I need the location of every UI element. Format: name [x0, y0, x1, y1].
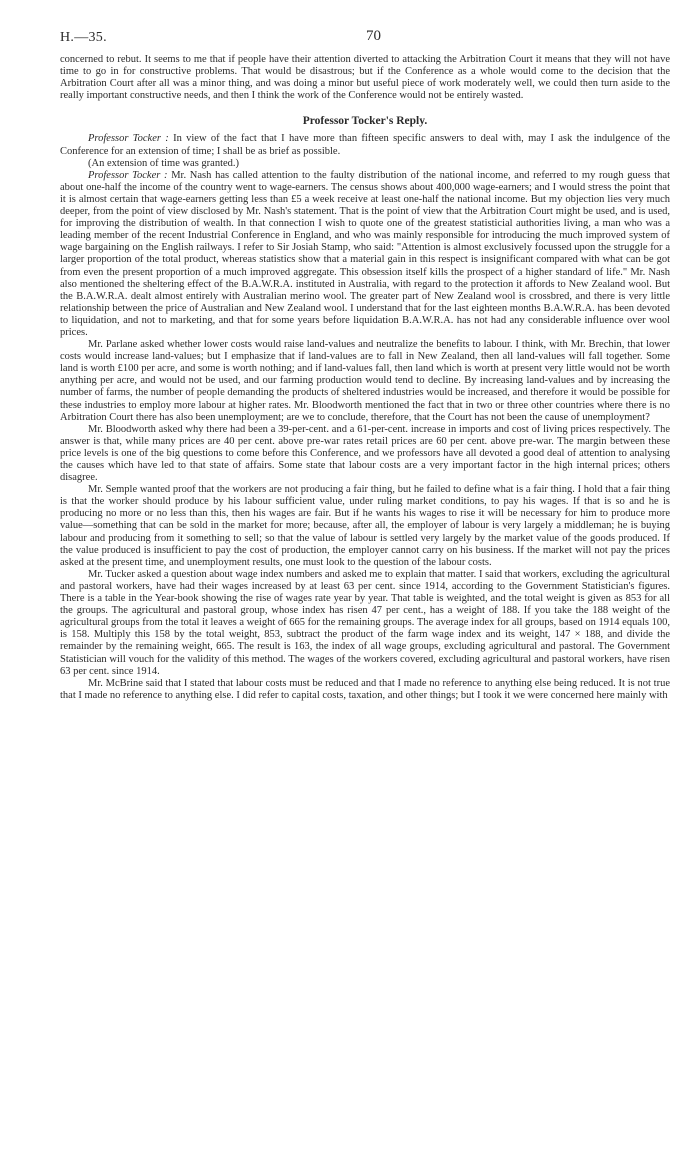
paragraph-text: In view of the fact that I have more than fifteen specific answers to deal with, may I ask the indulgence of the Conference for an extension of time; I shall be as brief as possible.: [60, 133, 670, 157]
section-heading: Professor Tocker's Reply.: [302, 115, 428, 128]
procedural-note: (An extension of time was granted.): [88, 157, 240, 169]
speaker-name: Professor Tocker :: [88, 133, 169, 145]
continued-paragraph: concerned to rebut. It seems to me that if people have their attention diverted to attacking the Arbitration Court it means that they will not have time to go in for constructive problems. That would be disastrous; but if the Conference as a whole would come to the decision that the Arbitration Court after all was a minor thing, and was doing a minor but useful piece of work moderately well, we could then turn aside to the really important constructive needs, and then I think the work of the Conference would not be entirely wasted.: [60, 54, 670, 102]
page-header: [60, 24, 670, 54]
paragraph-mcbrine: Mr. McBrine said that I stated that labour costs must be reduced and that I made no reference to anything else being reduced. It is not true that I made no reference to anything else. I did refer to capital costs, taxation, and other things; but I took it we were concerned here mainly with: [60, 677, 670, 701]
paragraph-parlane: Mr. Parlane asked whether lower costs would raise land-values and neutralize the benefits to labour. I think, with Mr. Brechin, that lower costs would increase land-values; but I emphasize that if land-values are to fall in New Zealand, then all land-values will fall together. Some land is worth £100 per acre, and some is worth nothing; and if land-values fall, then land which is worth at present very little would not be worth anything per acre, and would not be used, and our farming production would tend to decline. By increasing land-values and by increasing the number of farms, the number of people demanding the products of sheltered industries would be increased, and therefore it would be possible for these industries to employ more labour at higher rates. Mr. Bloodworth mentioned the fact that in two or three other countries where there is no Arbitration Court there has also been unemployment; are we to conclude, therefore, that the Court has not been the cause of unemployment?: [60, 339, 670, 423]
paragraph-bloodworth: Mr. Bloodworth asked why there had been a 39-per-cent. and a 61-per-cent. increase in imports and cost of living prices respectively. The answer is that, while many prices are 40 per cent. above pre-war rates retail prices are 60 per cent. above pre-war. The margin between these price levels is one of the big questions to come before this Conference, and we professors have all devoted a good deal of attention to analysing the causes which have led to that state of affairs. Some state that labour costs are a very important factor in the high internal prices; others disagree.: [60, 423, 670, 484]
paragraph-tocker-reply: [60, 170, 670, 339]
paragraph-semple: Mr. Semple wanted proof that the workers are not producing a fair thing, but he failed to define what is a fair thing. I hold that a fair thing is that the worker should produce by his labour sufficient value, under ruling market conditions, to pay his wages. If that is so and he is producing no more or no less than this, then his wages are fair. But if he wants his wages to rise it will be necessary for him to produce more value—something that can be sold in the market for more; because, after all, the employer of labour is very largely a middleman; he is buying labour and producing from it something to sell; so that the value of labour is settled very largely by the market value of the goods produced. If the value produced is insufficient to pay the cost of production, the employer cannot carry on his business. If the market will not pay the prices asked at the present time, and unemployment results, one must look to the question of the labour costs.: [60, 484, 670, 568]
page-number: 70: [366, 28, 381, 44]
paragraph-text: Mr. Nash has called attention to the faulty distribution of the national income, and referred to my rough guess that about one-half the income of the country went to wage-earners. The census shows about 400,000 wage-earners; and I would stress the point that it is almost certain that wage-earners getting less than £5 a week receive at least one-half the national income. But my objection lies very much deeper, from the point of view disclosed by Mr. Nash's statement. That is the point of view that the Arbitration Court might be used, and is used, for improving the distribution of wealth. In that connection I wish to quote one of the greatest statisticial authorities living, a man who was a leading member of the recent Industrial Conference in England, and who was mainly responsible for introducing the much improved system of wage bargaining on the English railways. I refer to Sir Josiah Stamp, who said: "Attention is almost exclusively focussed upon the struggle for a larger proportion of the total product, whereas statistics show that a material gain in this respect is insignificant compared with what can be got from even the present proportion of a much improved aggregate. This obsession itself kills the prospect of a higher standard of life." Mr. Nash also mentioned the sheltering effect of the B.A.W.R.A. instituted in Australia, with regard to the protection it affords to New Zealand wool. But the B.A.W.R.A. dealt almost entirely with Australian merino wool. The greater part of New Zealand wool is crossbred, and there is very little relationship between the price of Australian and New Zealand wool. I understand that for the last eighteen months B.A.W.R.A. has been devoted to liquidation, and not to marketing, and that for some years before liquidation B.A.W.R.A. has not had any considerable influence over wool prices.: [60, 169, 670, 338]
speaker-name: Professor Tocker :: [88, 169, 168, 181]
paragraph-tucker: Mr. Tucker asked a question about wage index numbers and asked me to explain that matter. I said that workers, excluding the agricultural and pastoral workers, have had their wages increased by at least 63 per cent. since 1914, according to the Government Statistician's figures. There is a table in the Year-book showing the rise of wages rate year by year. That table is weighted, and the total weight is given as 853 for all the groups. The agricultural and pastoral group, whose index has risen 47 per cent., has a weight of 188. If you take the 188 weight of the agricultural groups from the total it leaves a weight of 665 for the remaining groups. The average index for all groups, based on 1914 equals 100, is 158. Multiply this 158 by the total weight, 853, subtract the product of the farm wage index and its weight, 147 × 188, and divide the remainder by the remaining weight, 665. The result is 163, the index of all wage groups, excluding agricultural and pastoral. The Government Statistician will vouch for the validity of this method. The wages of the workers covered, excluding agricultural and pastoral workers, have risen 63 per cent. since 1914.: [60, 568, 670, 677]
document-body: [60, 54, 670, 702]
paragraph-tocker-request: [60, 133, 670, 157]
document-reference: H.—35.: [60, 30, 107, 45]
